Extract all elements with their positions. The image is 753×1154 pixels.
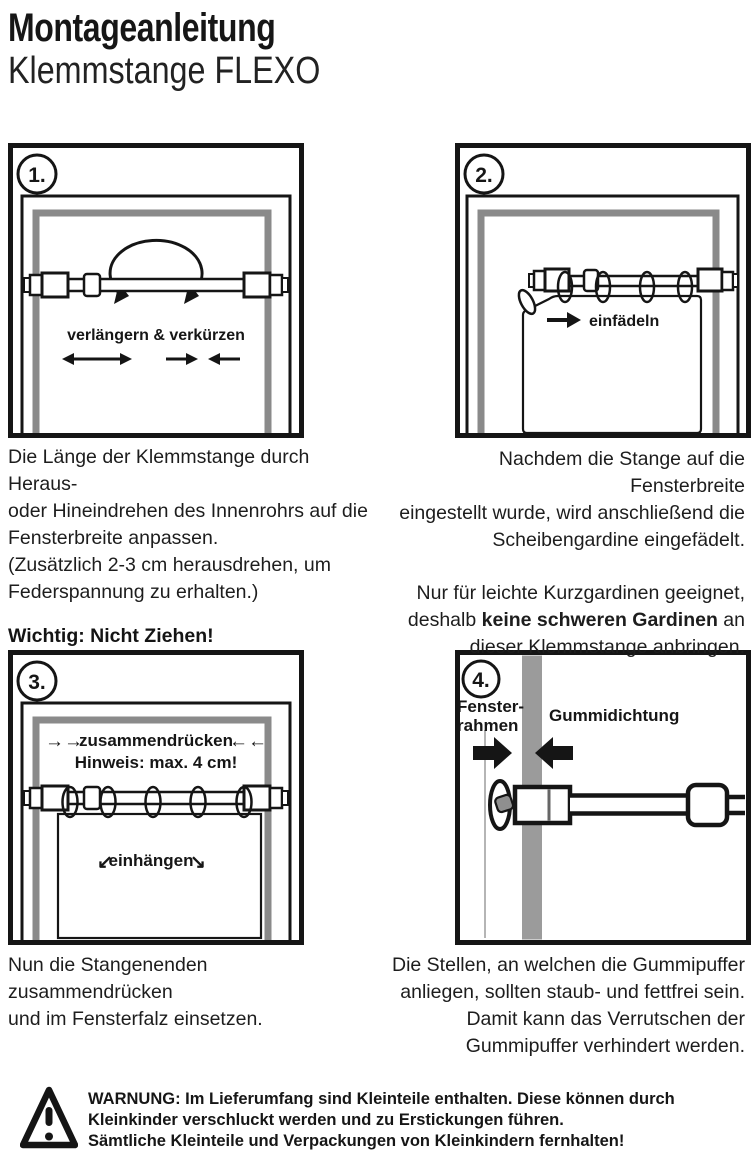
caption-line: Die Länge der Klemmstange durch Heraus-	[8, 446, 310, 495]
rod-connector	[688, 785, 727, 825]
caption-line: Gummipuffer verhindert werden.	[465, 1035, 745, 1057]
caption-text: deshalb	[407, 609, 482, 631]
caption-step-3	[8, 952, 374, 1033]
step-number: 2.	[475, 164, 493, 187]
squeeze-label: zusammendrücken	[79, 731, 233, 750]
caption-line: Fensterbreite anpassen.	[8, 527, 219, 549]
exclamation-bar	[46, 1107, 53, 1126]
exclamation-dot	[45, 1133, 53, 1141]
seal-label: Gummidichtung	[549, 706, 680, 725]
rod-tube-fill	[570, 796, 688, 813]
squeeze-arrows-right-icon: →→	[45, 731, 83, 752]
hang-label: einhängen	[108, 851, 194, 870]
caption-line: anliegen, sollten staub- und fettfrei sein.	[400, 981, 745, 1003]
caption-line: (Zusätzlich 2-3 cm herausdrehen, um	[8, 554, 331, 576]
caption-line: oder Hineindrehen des Innenrohrs auf die	[8, 500, 368, 522]
diagram-step-2	[455, 143, 751, 438]
caption-line	[383, 607, 745, 634]
diagram-step-1	[8, 143, 304, 438]
buffer-clamp	[494, 794, 514, 813]
caption-text: an	[717, 609, 745, 631]
caption-step-1	[8, 444, 374, 650]
page-title: Montageanleitung	[8, 6, 276, 50]
warning-text	[88, 1089, 748, 1152]
squeeze-arrows-left-icon: ←←	[229, 731, 267, 752]
caption-line: Nur für leichte Kurzgardinen geeignet,	[416, 582, 745, 604]
warning-line: Sämtliche Kleinteile und Verpackungen von Kleinkindern fernhalten!	[88, 1132, 625, 1150]
curtain-panel	[58, 814, 261, 938]
step-number: 1.	[28, 164, 46, 187]
caption-line: Nun die Stangenenden zusammendrücken	[8, 954, 208, 1003]
caption-step-2	[383, 446, 745, 661]
caption-line: Nachdem die Stange auf die Fensterbreite	[498, 448, 745, 497]
caption-line: Die Stellen, an welchen die Gummipuffer	[392, 954, 745, 976]
warning-line: Kleinkinder verschluckt werden und zu Erstickungen führen.	[88, 1111, 564, 1129]
extend-shorten-label: verlängern & verkürzen	[67, 327, 245, 344]
diagram-step-4	[455, 650, 751, 945]
hang-arrow-right-icon: ↘	[190, 852, 206, 873]
thread-label: einfädeln	[589, 313, 660, 330]
caption-line: und im Fensterfalz einsetzen.	[8, 1008, 263, 1030]
caption-step-4	[380, 952, 745, 1060]
caption-line: Damit kann das Verrutschen der	[466, 1008, 745, 1030]
paragraph-gap	[383, 554, 745, 580]
caption-line: eingestellt wurde, wird anschließend die	[399, 502, 745, 524]
caption-line: Scheibengardine eingefädelt.	[492, 529, 745, 551]
caption-line: Federspannung zu erhalten.)	[8, 581, 259, 603]
hint-label: Hinweis: max. 4 cm!	[74, 753, 238, 772]
rod-end-cap	[515, 787, 570, 823]
warning-line: WARNUNG: Im Lieferumfang sind Kleinteile enthalten. Diese können durch	[88, 1090, 675, 1108]
caption-bold-text: keine schweren Gardinen	[481, 609, 718, 631]
caption-line: dieser Klemmstange anbringen.	[469, 636, 745, 658]
frame-label-line1: Fenster-	[457, 697, 525, 716]
page-subtitle: Klemmstange FLEXO	[8, 50, 321, 92]
step-number: 4.	[472, 669, 490, 692]
hang-arrow-left-icon: ↙	[97, 852, 113, 873]
diagram-step-3	[8, 650, 304, 945]
important-note: Wichtig: Nicht Ziehen!	[8, 625, 214, 647]
frame-label-line2: rahmen	[457, 716, 519, 735]
step-number: 3.	[28, 671, 46, 694]
warning-triangle-icon	[20, 1086, 78, 1150]
